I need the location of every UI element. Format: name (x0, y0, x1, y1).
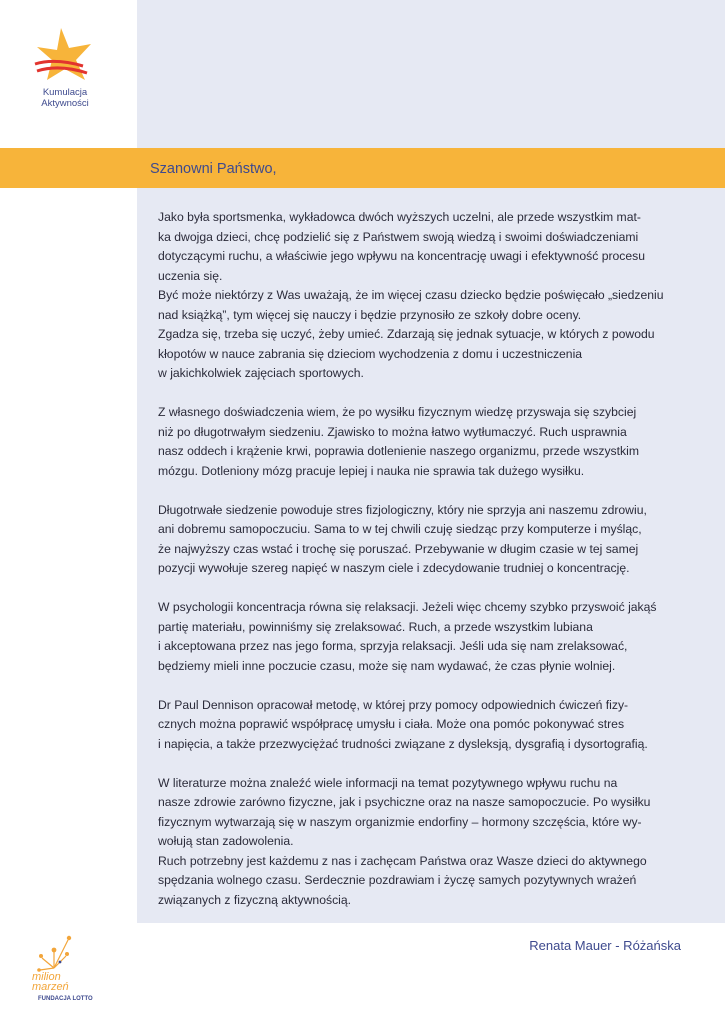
letter-line: pozycji wywołuje szereg napięć w naszym ciele i zdecydowanie trudniej o koncentrację. (158, 561, 630, 575)
letter-line: cznych można poprawić współpracę umysłu i ciała. Może ona pomóc pokonywać stres (158, 717, 625, 731)
letter-line: Długotrwałe siedzenie powoduje stres fizjologiczny, który nie sprzyja ani naszemu zdrowiu, (158, 502, 647, 517)
footer-foundation-name: FUNDACJA LOTTO (38, 996, 93, 1002)
letter-line: ani dobremu samopoczuciu. Sama to w tej chwili czuję siedząc przy komputerze i myśląc, (158, 522, 642, 536)
letter-line: ka dwojga dzieci, chcę podzielić się z Państwem swoją wiedzą i swoimi doświadczeniami (158, 229, 639, 244)
footer-logo-line1: milion (32, 971, 61, 983)
greeting-heading: Szanowni Państwo, (150, 161, 277, 177)
letter-line: Jako była sportsmenka, wykładowca dwóch wyższych uczelni, ale przede wszystkim mat- (158, 210, 641, 224)
letter-paragraph (158, 501, 688, 579)
logo-text-line2: Aktywności (41, 98, 89, 109)
letter-line: nasz oddech i krążenie krwi, poprawia dotlenienie naszego organizmu, przede wszystkim (158, 444, 639, 458)
letter-line: partię materiału, powinniśmy się zrelaksować. Ruch, a przede wszystkim lubiana (158, 619, 593, 634)
letter-paragraph (158, 208, 688, 384)
letter-paragraph (158, 696, 688, 755)
letter-body (158, 208, 688, 910)
letter-line: Dr Paul Dennison opracował metodę, w której przy pomocy odpowiednich ćwiczeń fizy- (158, 697, 629, 712)
logo-text (30, 87, 100, 109)
letter-paragraph (158, 403, 688, 481)
letter-line: Ruch potrzebny jest każdemu z nas i zachęcam Państwa oraz Wasze dzieci do aktywnego (158, 853, 647, 868)
letter-line: że najwyższy czas wstać i trochę się poruszać. Przebywanie w długim czasie w tej samej (158, 541, 639, 556)
letter-line: spędzania wolnego czasu. Serdecznie pozdrawiam i życzę samych pozytywnych wrażeń (158, 873, 637, 887)
letter-line: i napięcia, a także przezwyciężać trudności związane z dysleksją, dysgrafią i dysortografią. (158, 736, 648, 751)
letter-line: fizycznym wytwarzają się w naszym organizmie endorfiny – hormony szczęścia, które wy- (158, 814, 642, 829)
letter-line: wołują stan zadowolenia. (158, 834, 294, 848)
letter-line: i akceptowana przez nas jego forma, sprzyja relaksacji. Jeśli uda się nam zrelaksować, (158, 639, 628, 653)
letter-line: będziemy mieli inne poczucie czasu, może się nam wydawać, że czas płynie wolniej. (158, 658, 616, 673)
letter-line: W literaturze można znaleźć wiele informacji na temat pozytywnego wpływu ruchu na (158, 775, 618, 790)
letter-line: W psychologii koncentracja równa się relaksacji. Jeżeli więc chcemy szybko przyswoić jakąś (158, 600, 657, 614)
letter-paragraph (158, 774, 688, 911)
letter-line: uczenia się. (158, 268, 223, 283)
footer-logo-line2: marzeń (32, 981, 69, 993)
letter-line: Zgadza się, trzeba się uczyć, żeby umieć. Zdarzają się jednak sytuacje, w których z powodu (158, 327, 655, 341)
signature: Renata Mauer - Różańska (529, 938, 681, 953)
logo-text-line1: Kumulacja (42, 87, 88, 98)
letter-line: dotyczącymi ruchu, a właściwie jego wpływu na koncentrację uwagi i efektywność procesu (158, 249, 646, 263)
header-banner (0, 148, 725, 188)
letter-line: kłopotów w nauce zabrania się dzieciom wychodzenia z domu i uczestniczenia (158, 346, 583, 361)
letter-line: Z własnego doświadczenia wiem, że po wysiłku fizycznym wiedzę przyswaja się szybciej (158, 405, 637, 419)
letter-line: nasze zdrowie zarówno fizyczne, jak i psychiczne oraz na nasze samopoczucie. Po wysiłku (158, 795, 651, 809)
letter-line: w jakichkolwiek zajęciach sportowych. (158, 366, 364, 380)
letter-line: niż po długotrwałym siedzeniu. Zjawisko to można łatwo wytłumaczyć. Ruch usprawnia (158, 424, 627, 439)
letter-line: nad książką”, tym więcej się nauczy i będzie przynosiło ze szkoły dobre oceny. (158, 307, 582, 322)
footer-logo-text (32, 972, 92, 992)
letter-line: związanych z fizyczną aktywnością. (158, 892, 352, 907)
letter-line: mózgu. Dotleniony mózg pracuje lepiej i nauka nie sprawia tak dużego wysiłku. (158, 463, 585, 478)
letter-line: Być może niektórzy z Was uważają, że im więcej czasu dziecko będzie poświęcało „siedzeniu (158, 288, 664, 302)
letter-paragraph (158, 598, 688, 676)
